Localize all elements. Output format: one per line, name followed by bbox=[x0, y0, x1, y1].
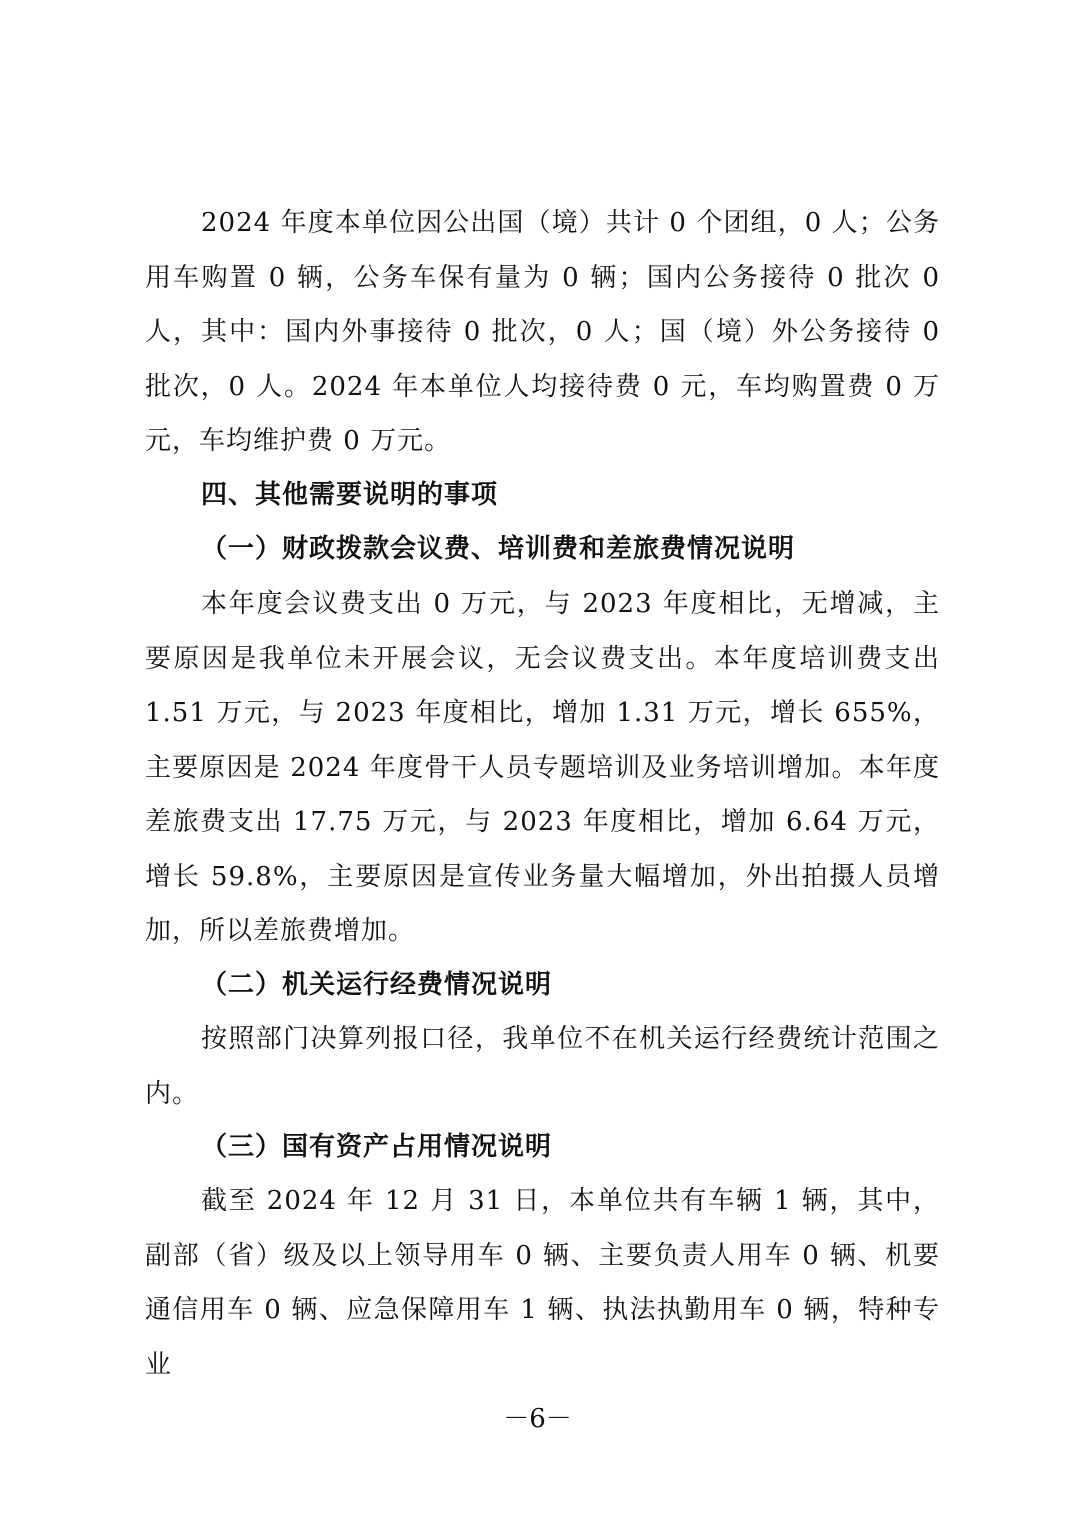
subsection-heading-operating-costs: （二）机关运行经费情况说明 bbox=[201, 970, 553, 1000]
subsection-heading-meeting-training-travel: （一）财政拨款会议费、培训费和差旅费情况说明 bbox=[201, 534, 796, 564]
subsection-heading-state-assets: （三）国有资产占用情况说明 bbox=[201, 1132, 553, 1162]
section-heading-other-matters: 四、其他需要说明的事项 bbox=[201, 480, 499, 510]
page-number: －6－ bbox=[503, 1404, 572, 1434]
paragraph-meeting-training-travel-costs: 本年度会议费支出 0 万元，与 2023 年度相比，无增减，主要原因是我单位未开展会议，无会议费支出。本年度培训费支出 1.51 万元，与 2023 年度相比，增加 1.31 万元，增长 655%，主要原因是 2024 年度骨干人员专题培训及业务培训增加。本年度差旅费支出 17.75 万元，与 2023 年度相比，增加 6.64 万元，增长 59.8%，主要原因是宣传业务量大幅增加，外出拍摄人员增加，所以差旅费增加。 bbox=[145, 589, 940, 946]
paragraph-operating-costs: 按照部门决算列报口径，我单位不在机关运行经费统计范围之内。 bbox=[145, 1024, 940, 1109]
paragraph-foreign-travel-reception: 2024 年度本单位因公出国（境）共计 0 个团组，0 人；公务用车购置 0 辆，公务车保有量为 0 辆；国内公务接待 0 批次 0 人，其中：国内外事接待 0 批次，0 人；国（境）外公务接待 0 批次，0 人。2024 年本单位人均接待费 0 元，车均购置费 0 万元，车均维护费 0 万元。 bbox=[145, 208, 940, 456]
paragraph-state-assets-vehicles: 截至 2024 年 12 月 31 日，本单位共有车辆 1 辆，其中，副部（省）级及以上领导用车 0 辆、主要负责人用车 0 辆、机要通信用车 0 辆、应急保障用车 1 辆、执法执勤用车 0 辆，特种专业 bbox=[145, 1186, 940, 1380]
